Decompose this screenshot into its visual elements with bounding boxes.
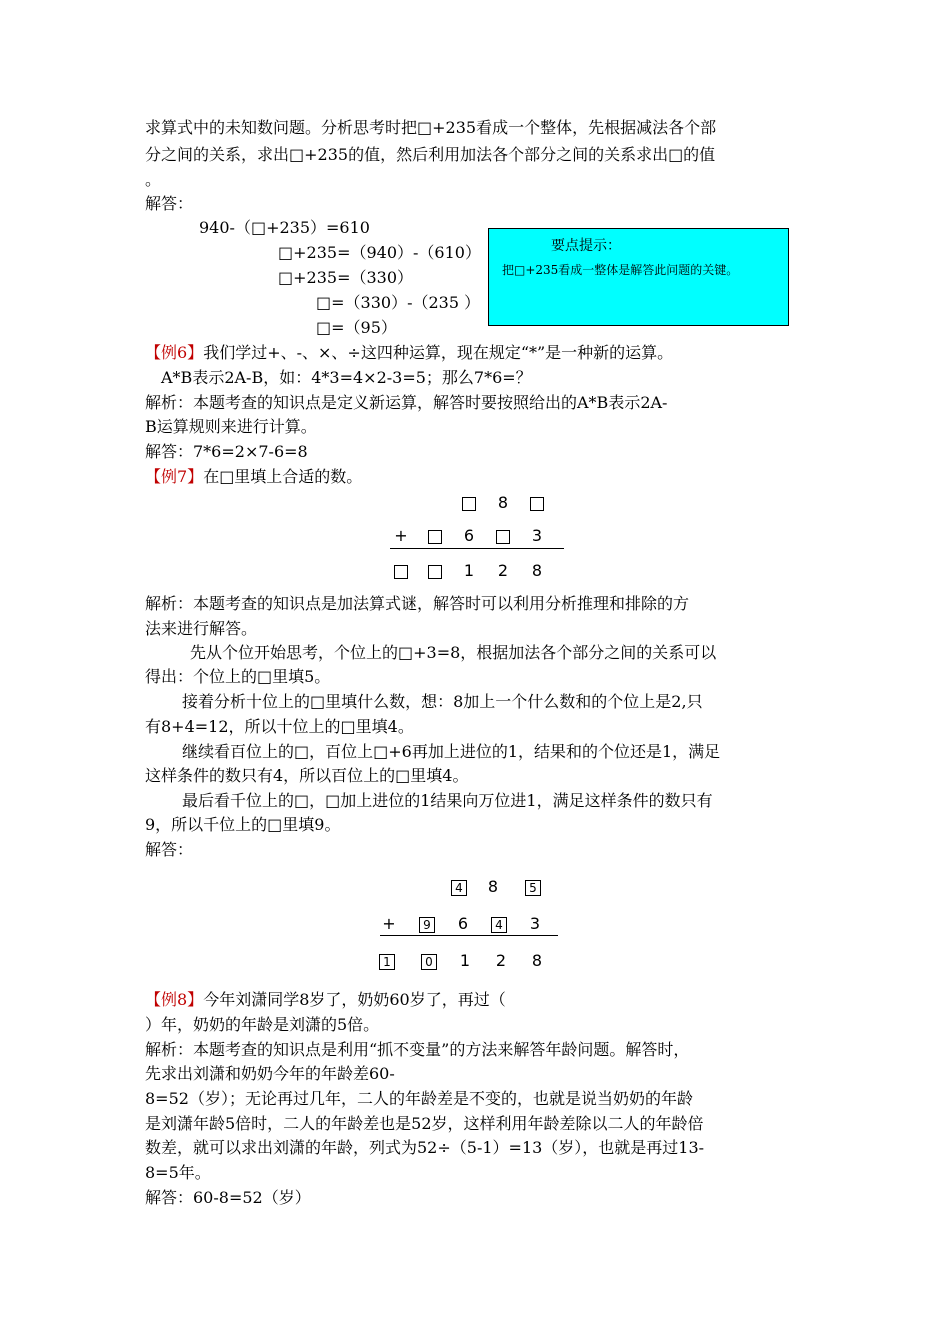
text-line: 解析：本题考查的知识点是定义新运算，解答时要按照给出的A*B表示2A- [145, 393, 668, 412]
filled-box: 0 [412, 950, 446, 972]
text-line: 解答：60-8=52（岁） [145, 1188, 311, 1207]
digit: 8 [497, 493, 509, 512]
blank-box [384, 560, 418, 582]
digit: 8 [531, 561, 543, 580]
filled-box: 1 [370, 950, 404, 972]
example-6 [145, 343, 673, 363]
text-line: ）年，奶奶的年龄是刘潇的5倍。 [145, 1015, 380, 1034]
plus-sign: + [382, 914, 396, 933]
text-line: 接着分析十位上的□里填什么数，想：8加上一个什么数和的个位上是2,只 [182, 692, 703, 711]
digit: 3 [529, 914, 541, 933]
blank-box [418, 560, 452, 582]
text-line: 先从个位开始思考，个位上的□+3=8，根据加法各个部分之间的关系可以 [190, 643, 717, 662]
digit: 8 [531, 951, 543, 970]
text-line: 。 [145, 170, 162, 189]
text-line: B运算规则来进行计算。 [145, 417, 317, 436]
addition-puzzle-solved [380, 876, 580, 976]
text-line: 得出：个位上的□里填5。 [145, 667, 331, 686]
blank-box [486, 525, 520, 547]
example-question: 我们学过+、-、×、÷这四种运算，现在规定“*”是一种新的运算。 [203, 343, 674, 362]
text-line: 法来进行解答。 [145, 619, 258, 638]
text-line: 解析：本题考查的知识点是加法算式谜，解答时可以利用分析推理和排除的方 [145, 594, 690, 613]
blank-box [452, 492, 486, 514]
digit: 8 [487, 877, 499, 896]
example-tag: 【例6】 [145, 343, 204, 362]
digit: 1 [459, 951, 471, 970]
text-line: 8=5年。 [145, 1163, 211, 1182]
equation: □=（330）-（235 ） [316, 293, 481, 312]
plus-sign: + [394, 526, 408, 545]
text-line: 分之间的关系，求出□+235的值，然后利用加法各个部分之间的关系求出□的值 [145, 145, 716, 164]
example-7 [145, 467, 362, 487]
tip-title: 要点提示： [551, 238, 621, 254]
text-line: 解析：本题考查的知识点是利用“抓不变量”的方法来解答年龄问题。解答时， [145, 1040, 690, 1059]
answer-label: 解答： [145, 194, 194, 213]
filled-box: 5 [516, 876, 550, 898]
text-line: 9，所以千位上的□里填9。 [145, 815, 341, 834]
text-line: 继续看百位上的□，百位上□+6再加上进位的1，结果和的个位还是1，满足 [182, 742, 721, 761]
tip-body: 把□+235看成一整体是解答此问题的关键。 [502, 263, 739, 277]
blank-box [520, 492, 554, 514]
text-line: 解答：7*6=2×7-6=8 [145, 442, 308, 461]
text-line: A*B表示2A-B，如：4*3=4×2-3=5；那么7*6=？ [161, 368, 532, 387]
text-line: 数差，就可以求出刘潇的年龄，列式为52÷（5-1）=13（岁），也就是再过13- [145, 1138, 705, 1157]
addition-puzzle [380, 492, 580, 587]
filled-box: 4 [442, 876, 476, 898]
text-line: 8=52（岁）；无论再过几年，二人的年龄差是不变的，也就是说当奶奶的年龄 [145, 1089, 693, 1108]
filled-box: 4 [482, 913, 516, 935]
text-line: 这样条件的数只有4，所以百位上的□里填4。 [145, 766, 469, 785]
text-line: 是刘潇年龄5倍时，二人的年龄差也是52岁，这样利用年龄差除以二人的年龄倍 [145, 1114, 704, 1133]
digit: 2 [495, 951, 507, 970]
example-tag: 【例8】 [145, 990, 204, 1009]
tip-box [488, 228, 789, 326]
digit: 6 [457, 914, 469, 933]
example-question: 今年刘潇同学8岁了，奶奶60岁了，再过（ [203, 990, 506, 1009]
digit: 3 [531, 526, 543, 545]
example-question: 在□里填上合适的数。 [203, 467, 363, 486]
text-line: 先求出刘潇和奶奶今年的年龄差60- [145, 1064, 395, 1083]
example-tag: 【例7】 [145, 467, 204, 486]
equation: □+235=（940）-（610） [278, 243, 481, 262]
digit: 6 [463, 526, 475, 545]
equation: 940-（□+235）=610 [199, 218, 370, 237]
blank-box [418, 525, 452, 547]
filled-box: 9 [410, 913, 444, 935]
example-8 [145, 990, 506, 1010]
equation: □=（95） [316, 318, 397, 337]
equation: □+235=（330） [278, 268, 414, 287]
text-line: 求算式中的未知数问题。分析思考时把□+235看成一个整体，先根据减法各个部 [145, 118, 717, 137]
digit: 1 [463, 561, 475, 580]
sum-line [380, 935, 558, 936]
sum-line [390, 548, 564, 549]
digit: 2 [497, 561, 509, 580]
text-line: 有8+4=12，所以十位上的□里填4。 [145, 717, 414, 736]
text-line: 最后看千位上的□，□加上进位的1结果向万位进1，满足这样条件的数只有 [182, 791, 713, 810]
answer-label: 解答： [145, 840, 194, 859]
